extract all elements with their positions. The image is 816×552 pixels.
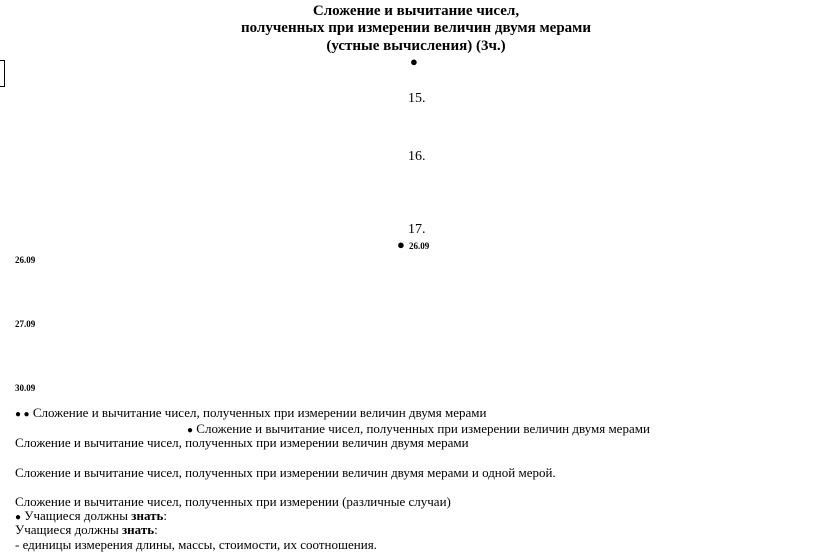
requirement-bold: знать — [131, 508, 164, 523]
lesson-number-15: 15. — [408, 91, 426, 106]
date-30-09: 30.09 — [15, 383, 36, 393]
bullet-icon: ● ● — [15, 409, 30, 420]
bullet-icon: ● — [187, 425, 194, 436]
heading-line-1: Сложение и вычитание чисел, — [312, 3, 520, 19]
requirement-bold: знать — [121, 522, 155, 537]
bullet-icon: ● — [397, 237, 405, 252]
requirement-suffix: : — [154, 522, 158, 537]
date-26-09: 26.09 — [15, 255, 36, 265]
frame-edge — [0, 60, 5, 87]
requirement-suffix: : — [163, 508, 167, 523]
lesson-text: Сложение и вычитание чисел, полученных при измерении величин двумя мерами — [32, 405, 487, 420]
heading-line-3: (устные вычисления) (3ч.) — [326, 38, 506, 54]
bullet-icon: ● — [410, 54, 418, 69]
requirement-prefix: Учащиеся должны — [24, 508, 132, 523]
lesson-text: Сложение и вычитание чисел, полученных при измерении величин двумя мерами — [196, 421, 650, 436]
lesson-line-4: Сложение и вычитание чисел, полученных при измерении величин двумя мерами и одной мерой. — [15, 465, 556, 480]
lesson-line-3: Сложение и вычитание чисел, полученных при измерении величин двумя мерами — [15, 435, 469, 450]
lesson-line-5: Сложение и вычитание чисел, полученных при измерении (различные случаи) — [15, 494, 451, 509]
heading-line-2: полученных при измерении величин двумя мерами — [240, 20, 592, 36]
lesson-number-17: 17. — [408, 222, 426, 237]
requirement-prefix: Учащиеся должны — [15, 522, 122, 537]
lesson-line-1 — [15, 405, 486, 422]
date-27-09: 27.09 — [15, 319, 36, 329]
requirement-line-2 — [15, 522, 158, 537]
requirement-item: - единицы измерения длины, массы, стоимости, их соотношения. — [15, 537, 377, 552]
bullet-icon: ● — [15, 512, 22, 523]
lesson-number-16: 16. — [408, 149, 426, 164]
date-center: 26.09 — [409, 241, 430, 251]
